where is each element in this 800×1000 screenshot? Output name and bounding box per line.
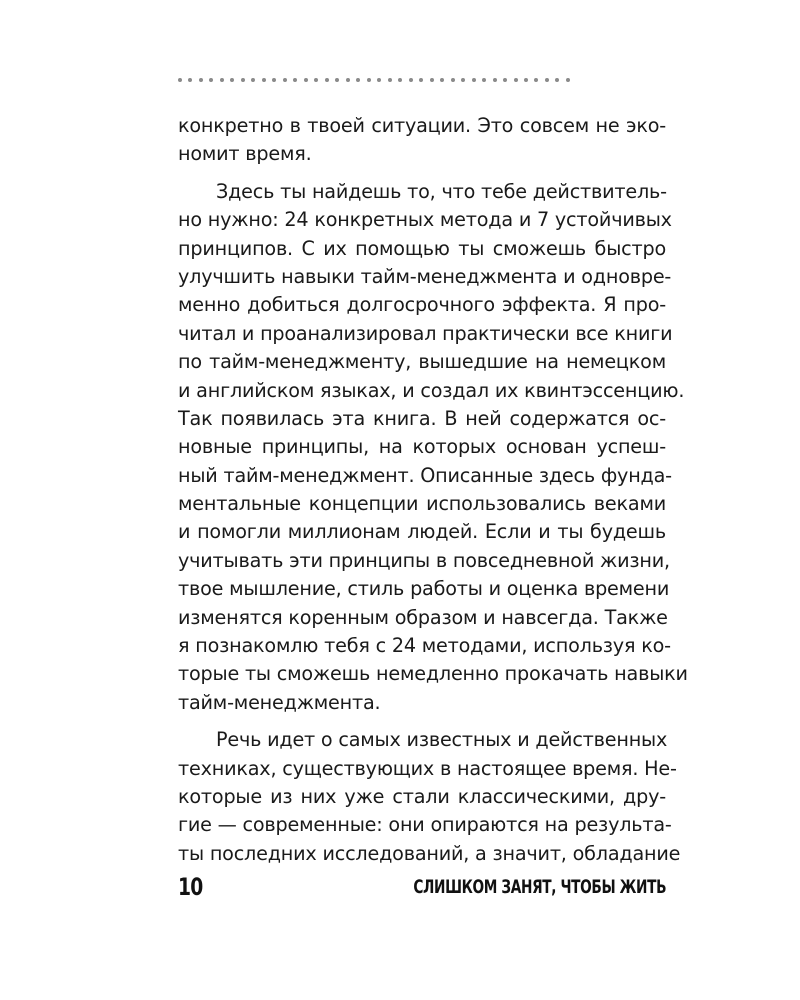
text-line: твое мышление, стиль работы и оценка времени	[178, 577, 670, 601]
dot	[409, 78, 413, 82]
dot	[472, 78, 476, 82]
dot	[482, 78, 486, 82]
dot	[220, 78, 224, 82]
decorative-dot-rule	[178, 74, 570, 86]
text-line: но нужно: 24 конкретных метода и 7 устойчивых	[178, 208, 672, 232]
dot	[493, 78, 497, 82]
dot	[545, 78, 549, 82]
running-head: СЛИШКОМ ЗАНЯТ, ЧТОБЫ ЖИТЬ	[413, 876, 666, 898]
text-line: и английском языках, и создал их квинтэссенцию.	[178, 378, 685, 402]
dot	[346, 78, 350, 82]
dot	[314, 78, 318, 82]
dot	[188, 78, 192, 82]
dot	[430, 78, 434, 82]
dot	[230, 78, 234, 82]
text-line: торые ты сможешь немедленно прокачать навыки	[178, 662, 688, 686]
dot	[440, 78, 444, 82]
text-line: конкретно в твоей ситуации. Это совсем не эко-	[178, 114, 666, 137]
paragraph-gap	[178, 169, 666, 178]
text-line: я познакомлю тебя с 24 методами, используя ко-	[178, 634, 671, 658]
dot	[335, 78, 339, 82]
dot	[293, 78, 297, 82]
dot	[283, 78, 287, 82]
dot	[272, 78, 276, 82]
page-number: 10	[178, 873, 203, 901]
text-line: улучшить навыки тайм-менеджмента и одновре-	[178, 264, 672, 288]
text-line: и помогли миллионам людей. Если и ты будешь	[178, 520, 666, 544]
dot	[367, 78, 371, 82]
text-line: учитывать эти принципы в повседневной жизни,	[178, 548, 670, 572]
body-text	[178, 112, 688, 868]
dot	[209, 78, 213, 82]
dot	[503, 78, 507, 82]
dot	[514, 78, 518, 82]
paragraph-gap	[178, 717, 666, 726]
dot	[304, 78, 308, 82]
dot	[241, 78, 245, 82]
dot	[555, 78, 559, 82]
text-line: Так появилась эта книга. В ней содержатся ос-	[178, 406, 666, 430]
text-line: ты последних исследований, а значит, обладание	[178, 841, 681, 865]
text-line: номит время.	[178, 142, 312, 166]
dot	[566, 78, 570, 82]
dot	[534, 78, 538, 82]
text-line: Речь идет о самых известных и действенных	[216, 728, 668, 752]
text-line: читал и проанализировал практически все книги	[178, 321, 673, 345]
page-footer	[178, 870, 666, 904]
dot	[388, 78, 392, 82]
dot	[251, 78, 255, 82]
dot	[199, 78, 203, 82]
dot	[356, 78, 360, 82]
text-line: принципов. С их помощью ты сможешь быстро	[178, 236, 666, 260]
dot	[419, 78, 423, 82]
text-line: изменятся коренным образом и навсегда. Также	[178, 605, 668, 629]
dot	[524, 78, 528, 82]
text-line: новные принципы, на которых основан успеш-	[178, 435, 666, 459]
dot	[451, 78, 455, 82]
dot	[398, 78, 402, 82]
dot	[377, 78, 381, 82]
dot	[325, 78, 329, 82]
dot	[461, 78, 465, 82]
text-line: Здесь ты найдешь то, что тебе действитель-	[216, 179, 667, 203]
dot	[178, 78, 182, 82]
text-line: по тайм-менеджменту, вышедшие на немецком	[178, 350, 666, 374]
text-line: ный тайм-менеджмент. Описанные здесь фунда-	[178, 463, 672, 487]
dot	[262, 78, 266, 82]
text-line: ментальные концепции использовались веками	[178, 492, 666, 516]
text-line: которые из них уже стали классическими, дру-	[178, 784, 666, 808]
text-line: тайм-менеджмента.	[178, 690, 381, 714]
text-line: гие — современные: они опираются на результа-	[178, 813, 672, 837]
text-line: менно добиться долгосрочного эффекта. Я про-	[178, 293, 666, 317]
text-line: техниках, существующих в настоящее время. Не-	[178, 756, 677, 780]
